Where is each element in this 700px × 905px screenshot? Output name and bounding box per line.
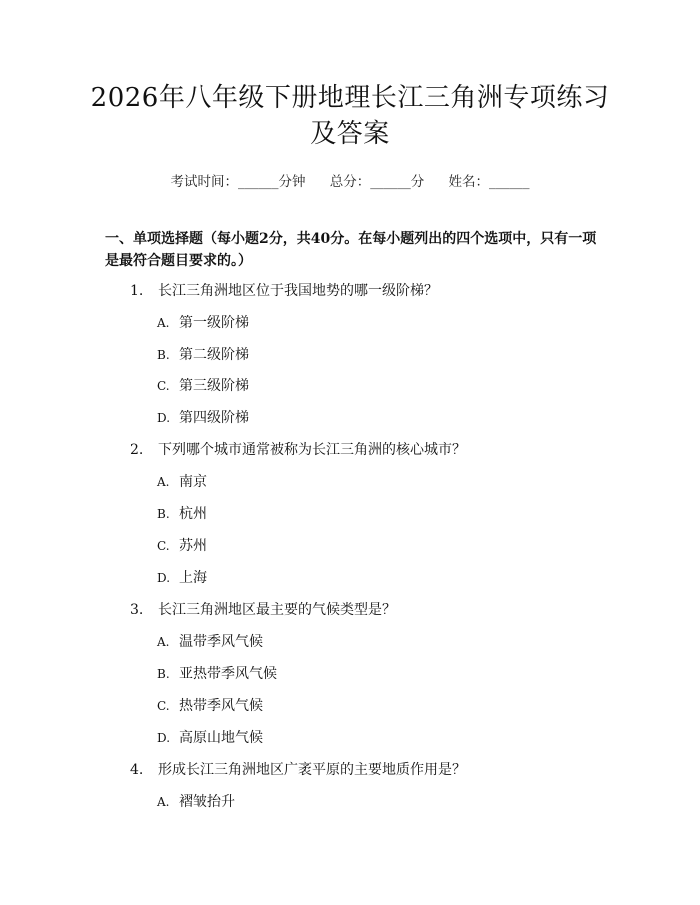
- option-item: [157, 536, 207, 556]
- option-item: [157, 504, 207, 524]
- question-2: [130, 440, 466, 460]
- question-3: [130, 600, 396, 620]
- option-letter: B.: [157, 667, 170, 681]
- option-item: [157, 568, 207, 588]
- question-number: 2.: [130, 442, 144, 458]
- option-text: 第四级阶梯: [179, 410, 249, 426]
- option-item: [157, 632, 263, 652]
- option-item: [157, 408, 249, 428]
- option-letter: A.: [157, 795, 170, 809]
- section-heading: 一、单项选择题（每小题2分，共40分。在每小题列出的四个选项中，只有一项是最符合题目要求的。）: [105, 231, 597, 269]
- option-letter: C.: [157, 539, 170, 553]
- exam-score: 总分：______分: [329, 174, 425, 190]
- option-item: [157, 376, 249, 396]
- option-letter: D.: [157, 571, 171, 585]
- option-letter: B.: [157, 507, 170, 521]
- question-text: 长江三角洲地区最主要的气候类型是？: [158, 602, 396, 618]
- question-text: 下列哪个城市通常被称为长江三角洲的核心城市？: [158, 442, 466, 458]
- option-letter: B.: [157, 348, 170, 362]
- question-text: 形成长江三角洲地区广袤平原的主要地质作用是？: [158, 762, 466, 778]
- option-text: 第一级阶梯: [179, 315, 249, 331]
- question-number: 4.: [130, 762, 144, 778]
- option-text: 上海: [179, 570, 207, 586]
- option-item: [157, 472, 207, 492]
- option-item: [157, 792, 235, 812]
- option-letter: A.: [157, 316, 170, 330]
- option-text: 杭州: [179, 506, 207, 522]
- option-text: 苏州: [179, 538, 207, 554]
- option-text: 褶皱抬升: [179, 794, 235, 810]
- question-number: 1.: [130, 283, 144, 299]
- question-1: [130, 281, 438, 301]
- option-item: [157, 313, 249, 333]
- student-name: 姓名：______: [448, 174, 530, 190]
- title-line-1: 2026年八年级下册地理长江三角洲专项练习: [90, 83, 610, 113]
- page-title: [0, 80, 700, 152]
- option-text: 高原山地气候: [179, 730, 263, 746]
- option-letter: A.: [157, 635, 170, 649]
- option-letter: A.: [157, 475, 170, 489]
- option-text: 热带季风气候: [179, 698, 263, 714]
- question-text: 长江三角洲地区位于我国地势的哪一级阶梯？: [158, 283, 438, 299]
- option-text: 南京: [179, 474, 207, 490]
- option-letter: C.: [157, 379, 170, 393]
- option-item: [157, 664, 277, 684]
- exam-time: 考试时间：______分钟: [170, 174, 306, 190]
- option-text: 温带季风气候: [179, 634, 263, 650]
- question-4: [130, 760, 466, 780]
- option-item: [157, 728, 263, 748]
- option-letter: C.: [157, 699, 170, 713]
- question-number: 3.: [130, 602, 144, 618]
- option-item: [157, 696, 263, 716]
- option-text: 第三级阶梯: [179, 378, 249, 394]
- option-item: [157, 345, 249, 365]
- option-text: 亚热带季风气候: [179, 666, 277, 682]
- title-line-2: 及答案: [310, 119, 390, 149]
- option-text: 第二级阶梯: [179, 347, 249, 363]
- option-letter: D.: [157, 731, 171, 745]
- option-letter: D.: [157, 411, 171, 425]
- exam-meta: [0, 170, 700, 190]
